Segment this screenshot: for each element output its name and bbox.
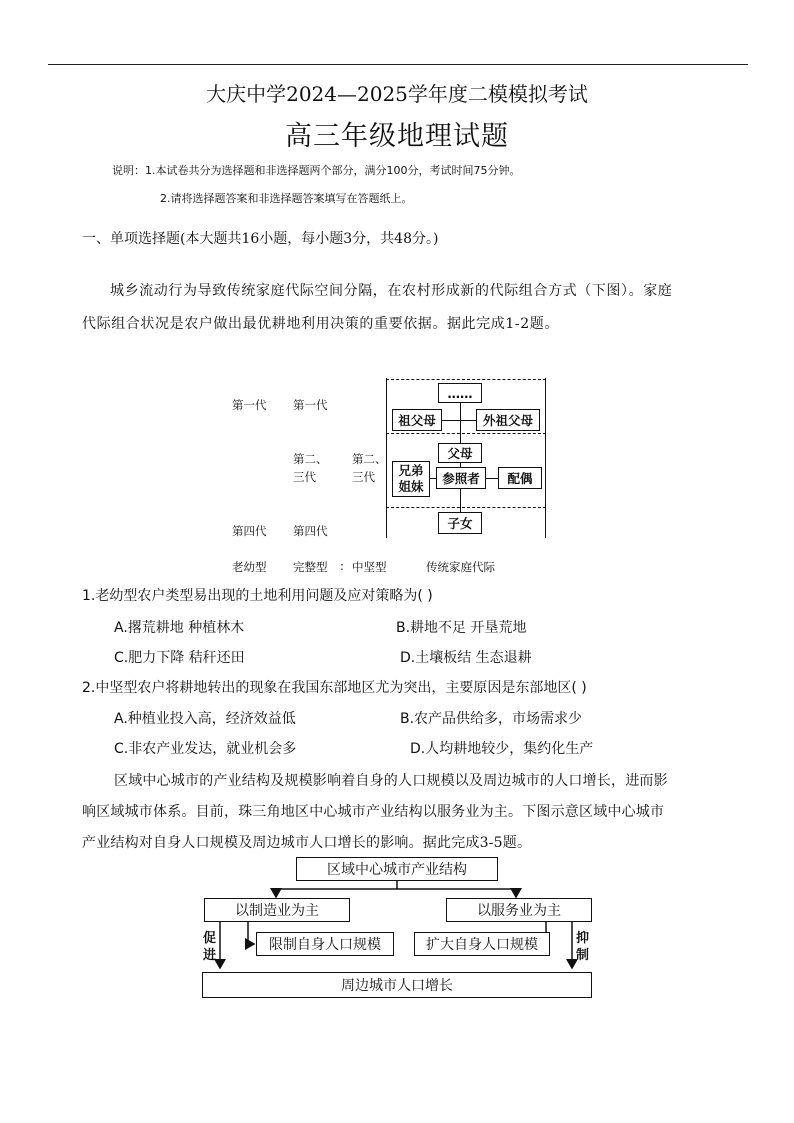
- gen1-label-old-young: 第一代: [232, 398, 267, 412]
- instruction-note-1: 说明：1.本试卷共分为选择题和非选择题两个部分，满分100分，考试时间75分钟。: [112, 164, 521, 177]
- grandparents-box: 祖父母: [392, 409, 442, 431]
- section-heading: 一、单项选择题(本大题共16小题，每小题3分，共48分。): [82, 231, 439, 247]
- gen23-label-middle-1: 第二、: [352, 452, 387, 466]
- q2-option-d: D.人均耕地较少，集约化生产: [410, 741, 594, 757]
- expand-population-box: 扩大自身人口规模: [414, 932, 550, 956]
- gen23-label-middle-2: 三代: [352, 470, 375, 484]
- passage1-line1: 城乡流动行为导致传统家庭代际空间分隔，在农村形成新的代际组合方式（下图）。家庭: [110, 283, 673, 299]
- children-box: 子女: [438, 512, 482, 534]
- surrounding-city-growth-box: 周边城市人口增长: [202, 972, 592, 998]
- q1-option-b: B.耕地不足 开垦荒地: [396, 620, 527, 636]
- passage1-line2: 代际组合状况是农户做出最优耕地利用决策的重要依据。据此完成1-2题。: [82, 316, 559, 332]
- subject-title: 高三年级地理试题: [285, 121, 509, 152]
- industrial-structure-box: 区域中心城市产业结构: [296, 857, 498, 881]
- inhibit-label: [576, 930, 589, 964]
- q1-stem: 1.老幼型农户类型易出现的土地利用问题及应对策略为( ): [82, 588, 433, 604]
- q1-option-c: C.肥力下降 秸秆还田: [114, 650, 245, 666]
- gen4-label-complete: 第四代: [293, 524, 328, 538]
- promote-label-2: 进: [203, 948, 217, 963]
- caption-traditional: 传统家庭代际: [426, 560, 495, 574]
- gen23-label-complete-2: 三代: [293, 470, 316, 484]
- q1-option-d: D.土壤板结 生态退耕: [400, 650, 532, 666]
- promote-label: [203, 930, 216, 964]
- promote-label-1: 促: [203, 931, 217, 946]
- inhibit-label-1: 抑: [576, 931, 590, 946]
- q2-option-c: C.非农产业发达，就业机会多: [114, 741, 297, 757]
- siblings-box-line1: 兄弟: [398, 463, 424, 478]
- spouse-box: 配偶: [498, 467, 542, 489]
- gen4-label-old-young: 第四代: [232, 524, 267, 538]
- gen1-label-complete: 第一代: [293, 398, 328, 412]
- manufacturing-box: 以制造业为主: [204, 898, 350, 922]
- limit-population-box: 限制自身人口规模: [256, 932, 394, 956]
- instruction-note-2: 2.请将选择题答案和非选择题答案填写在答题纸上。: [160, 192, 413, 205]
- inhibit-label-2: 制: [576, 948, 590, 963]
- reference-person-box: 参照者: [436, 467, 486, 489]
- gen23-label-complete-1: 第二、: [293, 452, 328, 466]
- parents-box: 父母: [438, 443, 482, 463]
- passage2-line2: 响区域城市体系。目前，珠三角地区中心城市产业结构以服务业为主。下图示意区域中心城市: [82, 804, 665, 820]
- maternal-grandparents-box: 外祖父母: [476, 409, 540, 431]
- caption-middle: 中坚型: [352, 560, 387, 574]
- passage2-line3: 产业结构对自身人口规模及周边城市人口增长的影响。据此完成3-5题。: [82, 835, 532, 851]
- q2-option-b: B.农产品供给多，市场需求少: [400, 711, 583, 727]
- caption-complete: 完整型: [293, 560, 328, 574]
- caption-separator: :: [340, 559, 344, 573]
- q2-option-a: A.种植业投入高，经济效益低: [114, 711, 296, 727]
- siblings-box-line2: 姐妹: [398, 479, 424, 494]
- service-box: 以服务业为主: [446, 898, 592, 922]
- caption-old-young: 老幼型: [232, 560, 267, 574]
- ellipsis-box: ……: [438, 383, 482, 403]
- q1-option-a: A.撂荒耕地 种植林木: [114, 620, 245, 636]
- passage2-line1: 区域中心城市的产业结构及规模影响着自身的人口规模以及周边城市的人口增长，进而影: [114, 773, 668, 789]
- exam-title: 大庆中学2024—2025学年度二模模拟考试: [206, 82, 588, 106]
- q2-stem: 2.中坚型农户将耕地转出的现象在我国东部地区尤为突出，主要原因是东部地区( ): [82, 680, 587, 696]
